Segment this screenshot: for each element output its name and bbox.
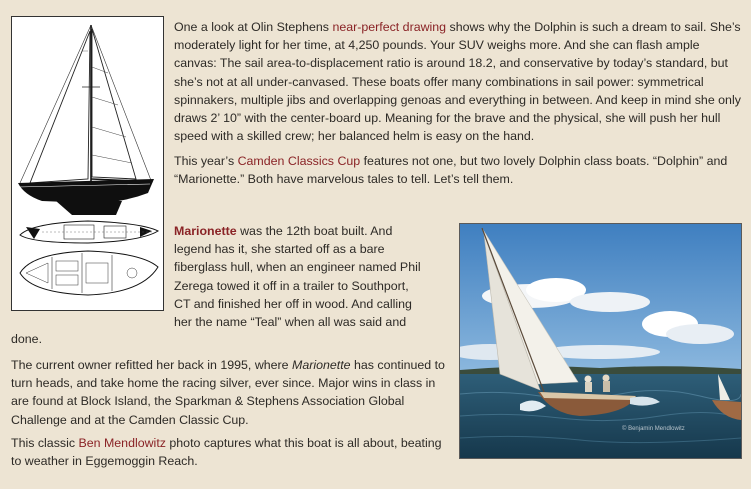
intro-text-start: One a look at Olin Stephens	[174, 20, 333, 34]
photo-credit-paragraph	[11, 434, 449, 470]
marionette-text-tail: done.	[11, 332, 43, 346]
refit-text-rest: has continued to turn heads, and take home the racing silver, ever since. Major wins in class in are found at Block Island, the Sparkman & Stephens Association Global Challenge and at the Camden Classic Cup.	[11, 358, 445, 427]
classics-text-start: This year’s	[174, 154, 238, 168]
refit-text-start: The current owner refitted her back in 1995, where	[11, 358, 293, 372]
sailboat-photo-illustration	[460, 224, 741, 458]
intro-text-rest: shows why the Dolphin is such a dream to sail. She’s moderately light for her time, at 4,250 pounds. Your SUV weighs more. And she can flash ample canvas: The sail area-to-displacement ratio is around 18.2, and conservative by today’s standard, but she’s not at all under-canvased. These boats offer many combinations in sail power: symmetrical spinnakers, multiple jibs and overlapping genoas and everything in between. And keep in mind she only draws 2’ 10” with the center-board up. Meaning for the brave and the physical, she will push her hull speed with a skilled crew; her balanced helm is easy on the hand.	[174, 20, 741, 144]
sailboat-plan-illustration	[12, 17, 163, 310]
sail-plan-drawing	[11, 16, 164, 311]
ben-mendlowitz-link[interactable]: Ben Mendlowitz	[78, 436, 166, 450]
classics-cup-paragraph	[174, 152, 734, 188]
marionette-paragraph	[174, 222, 422, 331]
classics-text-rest: features not one, but two lovely Dolphin class boats. “Dolphin” and “Marionette.” Both have marvelous tales to tell. Let’s tell them.	[174, 154, 728, 187]
marionette-paragraph-tail	[11, 330, 211, 348]
credit-text-rest: photo captures what this boat is all about, beating to weather in Eggemoggin Reach.	[11, 436, 442, 469]
sailing-photo	[459, 223, 742, 459]
photo-watermark: © Benjamin Mendlowitz	[622, 426, 685, 432]
near-perfect-drawing-link[interactable]: near-perfect drawing	[332, 20, 447, 34]
marionette-italic: Marionette	[292, 358, 351, 372]
marionette-name: Marionette	[174, 224, 237, 238]
marionette-text: was the 12th boat built. And legend has it, she started off as a bare fiberglass hull, when an engineer named Phil Zerega towed it off in a trailer to Southport, CT and finished her off in wood. And calling her the name “Teal” when all was said and	[174, 224, 421, 330]
intro-paragraph	[174, 18, 742, 145]
refit-paragraph	[11, 356, 449, 429]
camden-classics-cup-link[interactable]: Camden Classics Cup	[237, 154, 361, 168]
credit-text-start: This classic	[11, 436, 79, 450]
